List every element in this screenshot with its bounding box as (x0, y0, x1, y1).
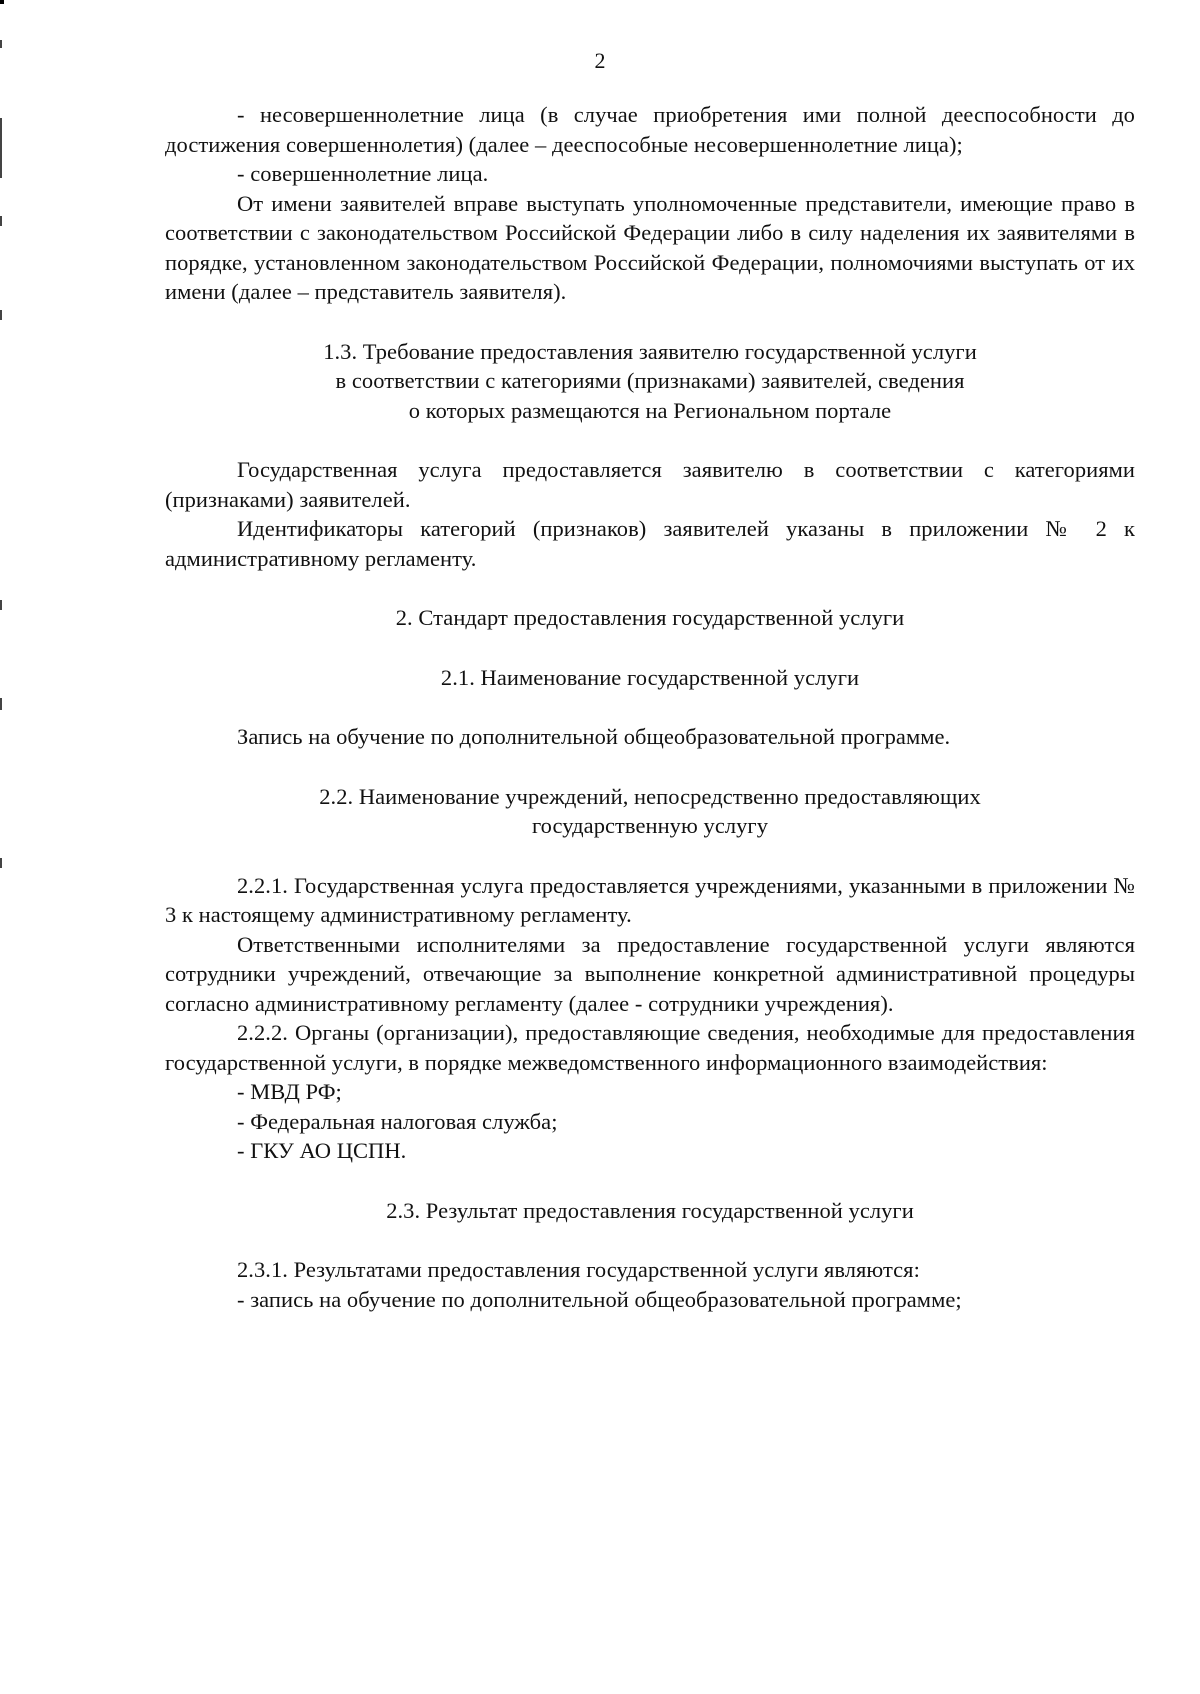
paragraph-responsible-executors: Ответственными исполнителями за предоставление государственной услуги являются сотрудники учреждений, отвечающие за выполнение конкретной административной процедуры согласно административному регламенту (далее - сотрудники учреждения). (165, 931, 1135, 1016)
paragraph-category-identifiers: Идентификаторы категорий (признаков) заявителей указаны в приложении № 2 к административному регламенту. (165, 516, 1135, 571)
paragraph-representatives: От имени заявителей вправе выступать уполномоченные представители, имеющие право в соответствии с законодательством Российской Федерации либо в силу наделения их заявителями в порядке, установленном законодательством Российской Федерации, полномочиями выступать от их имени (далее – представитель заявителя). (165, 190, 1135, 304)
section-1-3-heading (165, 337, 1135, 426)
section-1-3-heading-line: в соответствии с категориями (признаками) заявителей, сведения (335, 368, 965, 393)
document-body (165, 100, 1135, 1314)
paragraph-2-3-1: 2.3.1. Результатами предоставления государственной услуги являются: (237, 1257, 920, 1282)
paragraph-2-2-2: 2.2.2. Органы (организации), предоставляющие сведения, необходимые для предоставления государственной услуги, в порядке межведомственного информационного взаимодействия: (165, 1020, 1135, 1075)
paragraph-2-2-1: 2.2.1. Государственная услуга предоставляется учреждениями, указанными в приложении № 3 к настоящему административному регламенту. (165, 872, 1135, 927)
section-2-2-heading-line: государственную услугу (531, 813, 769, 838)
result-list-item: - запись на обучение по дополнительной общеобразовательной программе; (237, 1286, 962, 1312)
section-2-2-heading-line: 2.2. Наименование учреждений, непосредственно предоставляющих (319, 783, 981, 809)
list-item-agency: - ГКУ АО ЦСПН. (237, 1138, 407, 1163)
list-item-agency: - МВД РФ; (237, 1079, 342, 1104)
section-1-3-heading-line: о которых размещаются на Региональном портале (408, 397, 892, 423)
paragraph-service-categories: Государственная услуга предоставляется заявителю в соответствии с категориями (признаками) заявителей. (165, 457, 1135, 512)
paragraph-minors: - несовершеннолетние лица (в случае приобретения ими полной дееспособности до достижения совершеннолетия) (далее – дееспособные несовершеннолетние лица); (165, 102, 1135, 157)
page-number: 2 (594, 48, 606, 73)
section-2-3-heading: 2.3. Результат предоставления государственной услуги (386, 1197, 914, 1223)
section-2-1-heading: 2.1. Наименование государственной услуги (440, 664, 860, 690)
service-name-text: Запись на обучение по дополнительной общеобразовательной программе. (237, 724, 951, 749)
paragraph-adults: - совершеннолетние лица. (237, 161, 489, 186)
section-2-2-heading (165, 782, 1135, 841)
scan-corner-mark (0, 0, 4, 4)
section-2-heading: 2. Стандарт предоставления государственной услуги (395, 605, 905, 630)
section-1-3-heading-line: 1.3. Требование предоставления заявителю государственной услуги (323, 338, 977, 364)
list-item-agency: - Федеральная налоговая служба; (237, 1108, 558, 1134)
